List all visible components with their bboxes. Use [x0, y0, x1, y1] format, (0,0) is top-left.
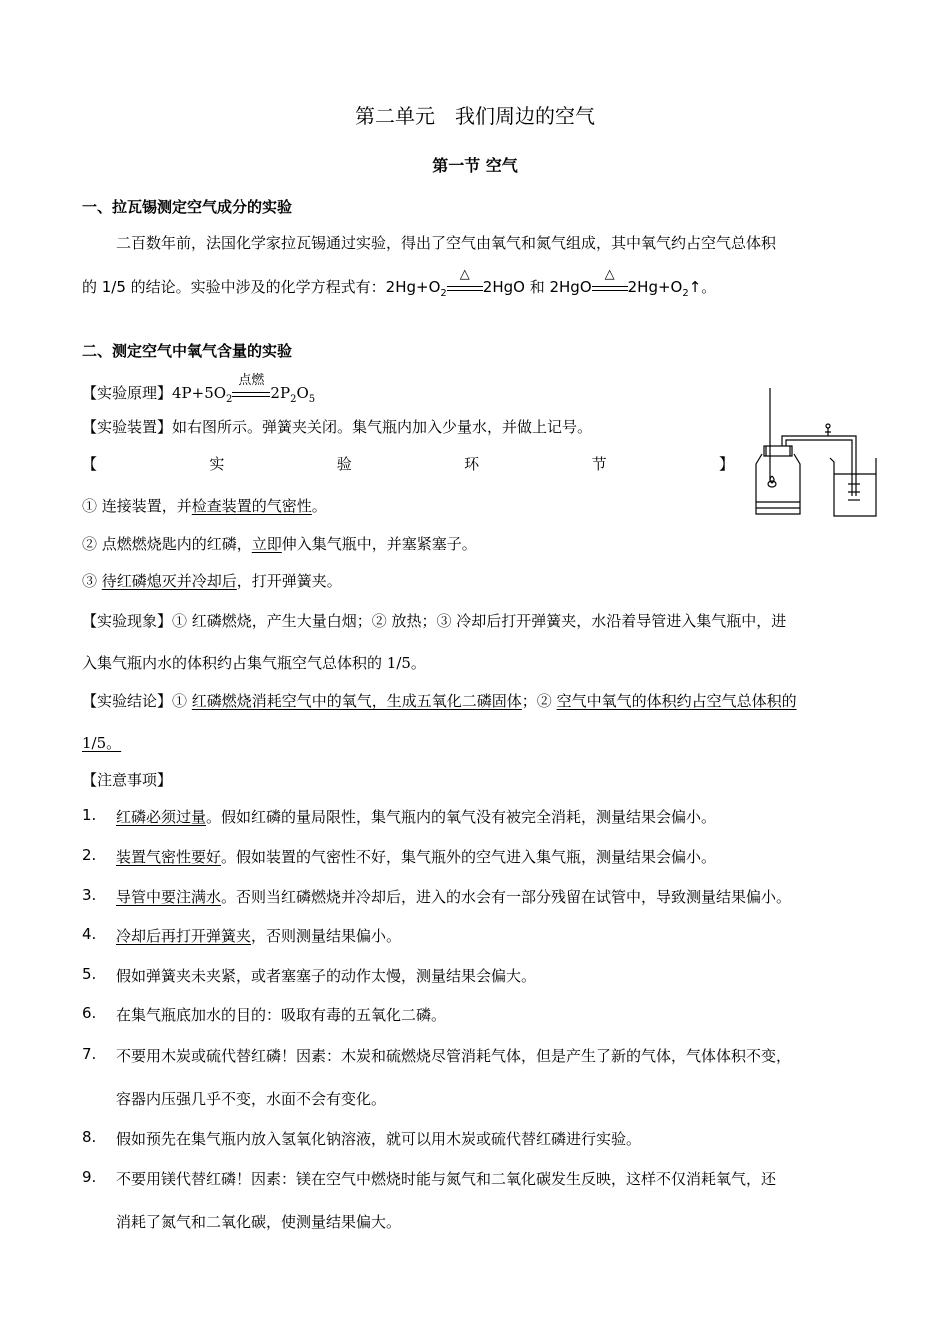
step-1: ① 连接装置，并检查装置的气密性。 [82, 497, 327, 515]
conclusion-line1: 【实验结论】① 红磷燃烧消耗空气中的氧气，生成五氧化二磷固体；② 空气中氧气的体积约占空气总体积的 [82, 692, 797, 710]
note-item: 不要用木炭或硫代替红磷！因素：木炭和硫燃烧尽管消耗气体，但是产生了新的气体，气体体积不变， [116, 1047, 792, 1065]
ignite-condition-icon: 点燃 [232, 386, 270, 402]
note-number: 3. [82, 886, 97, 904]
conclusion-line2: 1/5。 [82, 734, 122, 752]
step-2: ② 点燃燃烧匙内的红磷，立即伸入集气瓶中，并塞紧塞子。 [82, 535, 477, 553]
note-number: 1. [82, 806, 97, 824]
note-item: 假如弹簧夹未夹紧，或者塞塞子的动作太慢，测量结果会偏大。 [116, 967, 537, 985]
note-number: 4. [82, 925, 97, 943]
phenomenon-line1: 【实验现象】① 红磷燃烧，产生大量白烟；② 放热；③ 冷却后打开弹簧夹，水沿着导管进入集气瓶中，进 [82, 612, 787, 630]
note-number: 6. [82, 1004, 97, 1022]
heat-condition-icon: △ [447, 280, 483, 296]
section2-heading: 二、测定空气中氧气含量的实验 [82, 342, 293, 360]
note-item: 不要用镁代替红磷！因素：镁在空气中燃烧时能与氮气和二氧化碳发生反映，这样不仅消耗氧气，还 [116, 1170, 777, 1188]
phenomenon-line2: 入集气瓶内水的体积约占集气瓶空气总体积的 1/5。 [82, 654, 426, 672]
apparatus-text: 【实验装置】如右图所示。弹簧夹关闭。集气瓶内加入少量水，并做上记号。 [82, 418, 593, 436]
note-item: 在集气瓶底加水的目的：吸取有毒的五氧化二磷。 [116, 1006, 447, 1024]
principle-equation: 【实验原理】$4P+5O_2$ 点燃 $2P_2O_5$ [82, 373, 316, 405]
note-item-cont: 容器内压强几乎不变，水面不会有变化。 [116, 1090, 387, 1108]
note-number: 8. [82, 1128, 97, 1146]
note-number: 7. [82, 1045, 97, 1063]
section-subtitle: 第一节 空气 [432, 156, 518, 175]
note-item: 假如预先在集气瓶内放入氢氧化钠溶液，就可以用木炭或硫代替红磷进行实验。 [116, 1130, 642, 1148]
step-3: ③ 待红磷熄灭并冷却后，打开弹簧夹。 [82, 572, 342, 590]
note-item: 导管中要注满水。否则当红磷燃烧并冷却后，进入的水会有一部分残留在试管中，导致测量结果偏小。 [116, 888, 792, 906]
section1-para-line1: 二百数年前，法国化学家拉瓦锡通过实验，得出了空气由氧气和氮气组成，其中氧气约占空气总体积 [116, 234, 777, 252]
note-item: 红磷必须过量。假如红磷的量局限性，集气瓶内的氧气没有被完全消耗，测量结果会偏小。 [116, 808, 717, 826]
note-item-cont: 消耗了氮气和二氧化碳，使测量结果偏大。 [116, 1213, 402, 1231]
heat-condition-icon: △ [592, 280, 628, 296]
notes-heading: 【注意事项】 [82, 771, 173, 789]
note-item: 冷却后再打开弹簧夹，否则测量结果偏小。 [116, 927, 402, 945]
note-number: 9. [82, 1168, 97, 1186]
steps-heading: 【 实 验 环 节 】 [82, 455, 734, 473]
page-title: 第二单元 我们周边的空气 [355, 104, 595, 128]
note-number: 5. [82, 965, 97, 983]
note-item: 装置气密性要好。假如装置的气密性不好，集气瓶外的空气进入集气瓶，测量结果会偏小。 [116, 848, 717, 866]
note-number: 2. [82, 846, 97, 864]
section1-heading: 一、拉瓦锡测定空气成分的实验 [82, 198, 293, 216]
apparatus-diagram-icon [748, 384, 880, 520]
section1-para-line2: 的 1/5 的结论。实验中涉及的化学方程式有：$2Hg+O_2$ △ 2HgO 和 2HgO △ $2Hg+O_2↑$。 [82, 266, 717, 299]
